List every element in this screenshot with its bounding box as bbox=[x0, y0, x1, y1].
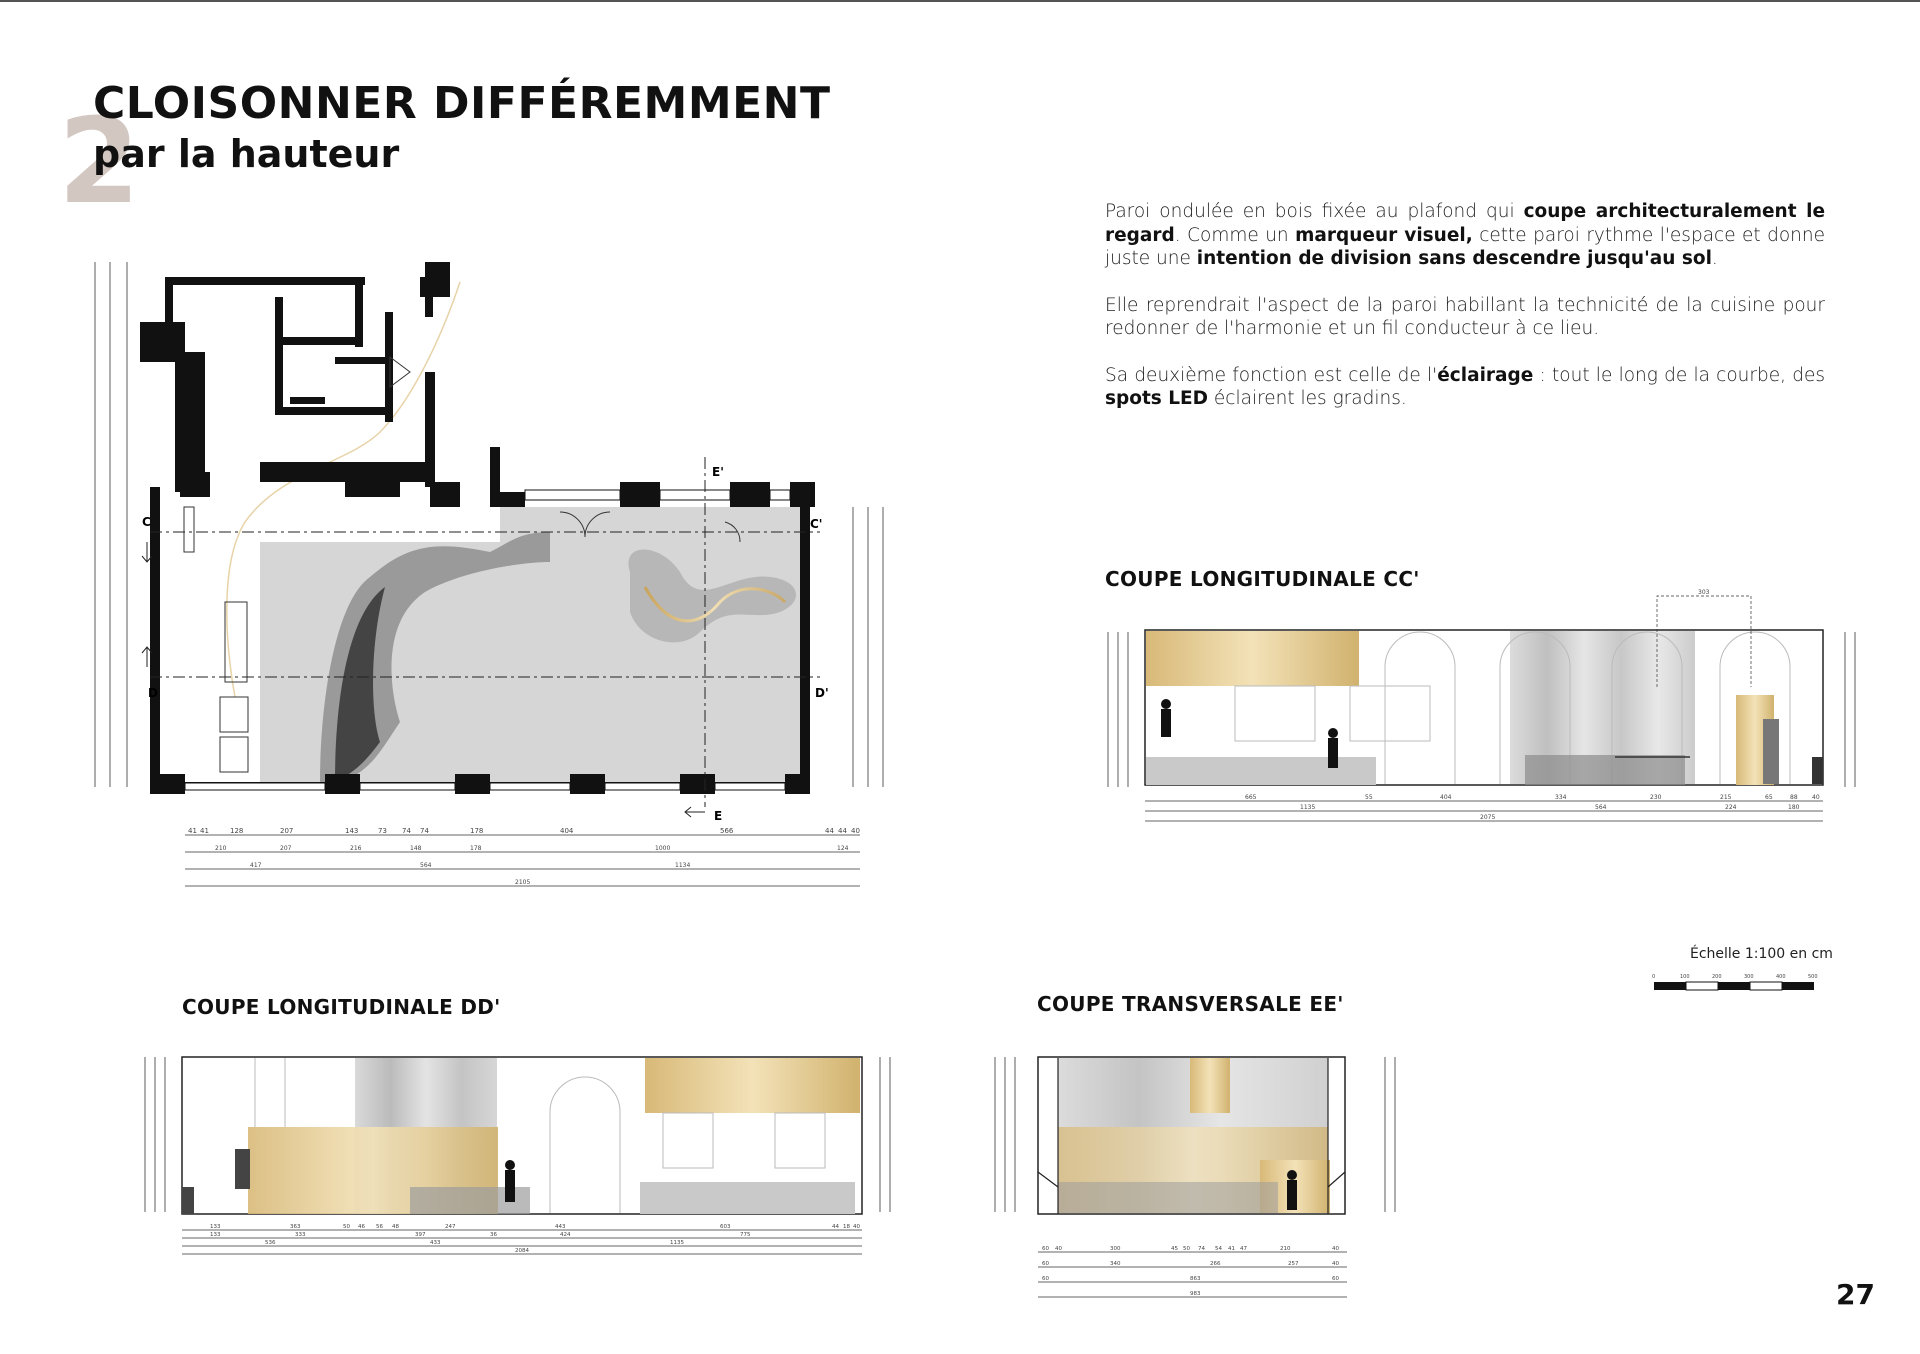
plan-dim: 178 bbox=[470, 845, 482, 852]
dd-dim: 363 bbox=[290, 1224, 301, 1230]
dd-dim: 44 bbox=[832, 1224, 839, 1230]
cc-dim: 1135 bbox=[1300, 804, 1316, 811]
ee-dim: 60 bbox=[1332, 1276, 1339, 1282]
page-title: CLOISONNER DIFFÉREMMENT bbox=[93, 78, 831, 129]
dd-dim: 424 bbox=[560, 1232, 571, 1238]
dd-dim: 46 bbox=[358, 1224, 365, 1230]
ee-dim: 60 bbox=[1042, 1246, 1049, 1252]
plan-dim: 210 bbox=[215, 845, 227, 852]
dd-dim: 48 bbox=[392, 1224, 399, 1230]
cc-tiers-right bbox=[1525, 755, 1685, 785]
section-dd-title: COUPE LONGITUDINALE DD' bbox=[182, 995, 501, 1019]
plan-dim: 207 bbox=[280, 827, 294, 835]
scale-segment bbox=[1782, 982, 1814, 990]
dd-gold-ceiling bbox=[645, 1058, 860, 1113]
scale-segment bbox=[1750, 982, 1782, 990]
plan-dim: 566 bbox=[720, 827, 734, 835]
cc-dim: 665 bbox=[1245, 794, 1257, 801]
ee-dim: 60 bbox=[1042, 1261, 1049, 1267]
plan-dim: 74 bbox=[420, 827, 429, 835]
ee-right-dim-rails bbox=[1385, 1057, 1395, 1212]
scale-tick: 300 bbox=[1744, 974, 1754, 980]
plan-dim-row-1 bbox=[188, 827, 860, 835]
plan-dim: 148 bbox=[410, 845, 422, 852]
description-text bbox=[1105, 200, 1825, 434]
plan-dim: 178 bbox=[470, 827, 484, 835]
ee-dim: 50 bbox=[1183, 1246, 1190, 1252]
plan-marker-e: E bbox=[714, 809, 723, 823]
plan-dim-row-3 bbox=[250, 862, 690, 886]
dd-cabinet bbox=[235, 1149, 250, 1189]
cc-dim: 88 bbox=[1790, 794, 1798, 801]
plan-dim: 417 bbox=[250, 862, 262, 869]
ee-dim: 340 bbox=[1110, 1261, 1121, 1267]
ee-tiers bbox=[1058, 1182, 1278, 1213]
page-number: 27 bbox=[1836, 1278, 1875, 1311]
ee-dim: 863 bbox=[1190, 1276, 1201, 1282]
ee-human-figures bbox=[1287, 1170, 1297, 1210]
ee-dim: 40 bbox=[1332, 1261, 1339, 1267]
plan-marker-e-prime: E' bbox=[712, 465, 724, 479]
section-ee-title: COUPE TRANSVERSALE EE' bbox=[1037, 992, 1344, 1016]
plan-dim: 564 bbox=[420, 862, 432, 869]
ee-dim: 266 bbox=[1210, 1261, 1221, 1267]
dd-right-dim-rails bbox=[880, 1057, 890, 1212]
ee-dim: 74 bbox=[1198, 1246, 1205, 1252]
cc-right-dim-rails bbox=[1845, 632, 1855, 787]
dd-dim-total: 2084 bbox=[515, 1248, 529, 1254]
scale-ticks bbox=[1652, 974, 1818, 980]
plan-dim: 44 bbox=[825, 827, 834, 835]
ee-dim: 60 bbox=[1042, 1276, 1049, 1282]
plan-dim: 207 bbox=[280, 845, 292, 852]
ee-dim: 300 bbox=[1110, 1246, 1121, 1252]
plan-dim: 73 bbox=[378, 827, 387, 835]
cc-dim: 224 bbox=[1725, 804, 1737, 811]
cc-dim: 334 bbox=[1555, 794, 1567, 801]
ee-dim: 45 bbox=[1171, 1246, 1178, 1252]
description-paragraph-3: Sa deuxième fonction est celle de l'éclairage : tout le long de la courbe, des spots LED éclairent les gradins. bbox=[1105, 364, 1825, 409]
ee-dim: 47 bbox=[1240, 1246, 1247, 1252]
ee-left-dim-rails bbox=[995, 1057, 1015, 1212]
dd-dim-row-3 bbox=[265, 1240, 684, 1254]
dd-dim: 18 bbox=[843, 1224, 850, 1230]
plan-marker-c: C bbox=[142, 515, 151, 529]
ee-dim: 257 bbox=[1288, 1261, 1299, 1267]
cc-dim: 55 bbox=[1365, 794, 1373, 801]
scale-bar bbox=[1650, 972, 1830, 998]
plan-marker-d: D bbox=[148, 686, 158, 700]
dd-dim: 133 bbox=[210, 1224, 221, 1230]
cc-dim: 230 bbox=[1650, 794, 1662, 801]
cc-dim-row-1 bbox=[1245, 794, 1820, 801]
plan-dim: 124 bbox=[837, 845, 849, 852]
dd-dim: 333 bbox=[295, 1232, 306, 1238]
scale-tick: 200 bbox=[1712, 974, 1722, 980]
description-paragraph-1: Paroi ondulée en bois fixée au plafond qui coupe architecturalement le regard. Comme un marqueur visuel, cette paroi rythme l'espace et donne juste une intention de division sans descendre jusqu'au sol. bbox=[1105, 201, 1826, 269]
dd-tiers-right bbox=[640, 1182, 855, 1214]
plan-dim: 128 bbox=[230, 827, 244, 835]
cc-dim: 215 bbox=[1720, 794, 1732, 801]
plan-dim: 1134 bbox=[675, 862, 691, 869]
ee-dim: 210 bbox=[1280, 1246, 1291, 1252]
scale-tick: 0 bbox=[1652, 974, 1656, 980]
dd-dim: 433 bbox=[430, 1240, 441, 1246]
dd-dim: 536 bbox=[265, 1240, 276, 1246]
section-dd-drawing bbox=[140, 1052, 910, 1262]
cc-dim: 564 bbox=[1595, 804, 1607, 811]
plan-dim: 74 bbox=[402, 827, 411, 835]
ee-dim: 40 bbox=[1055, 1246, 1062, 1252]
cc-dim: 404 bbox=[1440, 794, 1452, 801]
plan-dim: 143 bbox=[345, 827, 359, 835]
page-subtitle: par la hauteur bbox=[93, 132, 400, 176]
plan-dim: 404 bbox=[560, 827, 574, 835]
plan-marker-d-prime: D' bbox=[815, 686, 829, 700]
plan-dim-row-2 bbox=[215, 845, 849, 852]
scale-tick: 400 bbox=[1776, 974, 1786, 980]
ee-dim: 41 bbox=[1228, 1246, 1235, 1252]
dd-dim-row-1 bbox=[210, 1224, 860, 1230]
cc-dim-total: 2075 bbox=[1480, 814, 1496, 821]
ee-dim-total: 983 bbox=[1190, 1291, 1201, 1297]
dd-dim: 603 bbox=[720, 1224, 731, 1230]
scale-tick: 500 bbox=[1808, 974, 1818, 980]
plan-dim: 41 bbox=[200, 827, 209, 835]
cc-dim: 65 bbox=[1765, 794, 1773, 801]
plan-marker-c-prime: C' bbox=[810, 517, 823, 531]
section-cc-drawing bbox=[1100, 587, 1870, 827]
dd-dim: 36 bbox=[490, 1232, 497, 1238]
plan-dim: 216 bbox=[350, 845, 362, 852]
cc-dim: 180 bbox=[1788, 804, 1800, 811]
scale-label: Échelle 1:100 en cm bbox=[1690, 946, 1833, 962]
cc-box bbox=[1812, 757, 1823, 784]
cc-gold-ceiling bbox=[1146, 631, 1359, 686]
dd-dim: 247 bbox=[445, 1224, 456, 1230]
dd-dim: 56 bbox=[376, 1224, 383, 1230]
plan-right-dim-rails bbox=[853, 507, 883, 787]
plan-left-dim-rails bbox=[95, 262, 127, 787]
cc-left-dim-rails bbox=[1108, 632, 1128, 787]
scale-segment bbox=[1718, 982, 1750, 990]
plan-dim: 1000 bbox=[655, 845, 671, 852]
ee-dim: 54 bbox=[1215, 1246, 1222, 1252]
scale-segment bbox=[1654, 982, 1686, 990]
floor-plan bbox=[80, 242, 940, 902]
plan-dim-total: 2105 bbox=[515, 879, 531, 886]
ee-gold-ceiling bbox=[1190, 1058, 1230, 1113]
description-paragraph-2: Elle reprendrait l'aspect de la paroi habillant la technicité de la cuisine pour redonner de l'harmonie et un fil conducteur à ce lieu. bbox=[1105, 294, 1825, 339]
section-number: 2 bbox=[58, 92, 141, 230]
ee-dim-row-3 bbox=[1042, 1276, 1339, 1297]
cc-dim-row-2 bbox=[1300, 804, 1800, 821]
dd-dim: 50 bbox=[343, 1224, 350, 1230]
cc-tiers bbox=[1146, 757, 1376, 785]
dd-dim: 1135 bbox=[670, 1240, 684, 1246]
dd-box bbox=[182, 1187, 194, 1214]
dd-human-figures bbox=[505, 1160, 515, 1202]
scale-tick: 100 bbox=[1680, 974, 1690, 980]
cc-column bbox=[1763, 719, 1779, 784]
ee-dim-row-2 bbox=[1042, 1261, 1339, 1267]
section-cc-title: COUPE LONGITUDINALE CC' bbox=[1105, 567, 1420, 591]
dd-left-dim-rails bbox=[145, 1057, 165, 1212]
dd-dim: 397 bbox=[415, 1232, 426, 1238]
scale-segment bbox=[1686, 982, 1718, 990]
plan-dim: 41 bbox=[188, 827, 197, 835]
cc-dim: 40 bbox=[1812, 794, 1820, 801]
dd-dim: 133 bbox=[210, 1232, 221, 1238]
ee-dim: 40 bbox=[1332, 1246, 1339, 1252]
ee-dim-row-1 bbox=[1042, 1246, 1339, 1252]
dd-dim-row-2 bbox=[210, 1232, 751, 1238]
section-ee-drawing bbox=[990, 1052, 1410, 1307]
plan-dim: 44 bbox=[838, 827, 847, 835]
plan-dim: 40 bbox=[851, 827, 860, 835]
dd-dim: 40 bbox=[853, 1224, 860, 1230]
cc-top-dim-label: 303 bbox=[1698, 589, 1710, 596]
dd-dim: 775 bbox=[740, 1232, 751, 1238]
dd-dim: 443 bbox=[555, 1224, 566, 1230]
